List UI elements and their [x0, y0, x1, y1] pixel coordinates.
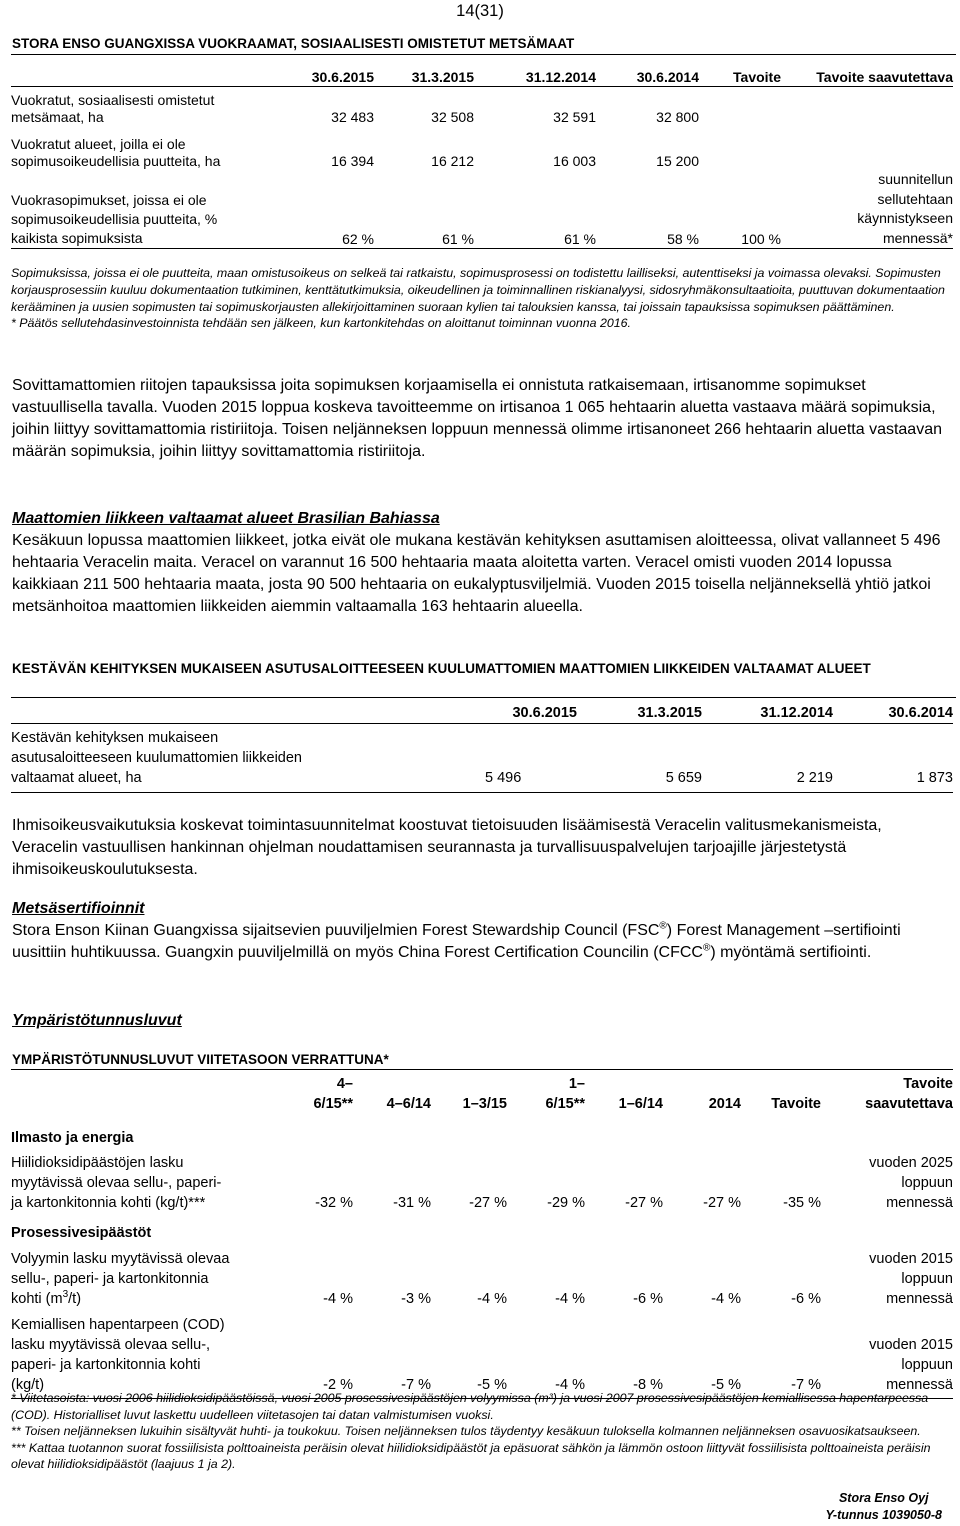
section-title: Ympäristötunnusluvut: [12, 1012, 182, 1029]
column-header: 31.3.2015: [411, 69, 474, 85]
column-header: 1–3/15: [462, 1096, 507, 1112]
paragraph: Kesäkuun lopussa maattomien liikkeet, jotka eivät ole mukana kestävän kehityksen asuttamisen aloitteessa, olivat vallanneet 5 496 hehtaaria Veracelin maita. Veracel on varannut 16 500 hehtaaria maata aloitetta varten. Veracel omisti vuoden 2014 lopussa kaikkiaan 211 500 hehtaaria maata, josta 90 500 hehtaaria on eukalyptusviljelmiä. Vuoden 2015 toisella neljänneksellä yhtiö jatkoi metsänhoitoa maattomien liikkeiden aiemmin valtaamalla 163 hehtaarin alueella.: [12, 532, 941, 615]
table-cell: 16 212: [431, 153, 474, 169]
target-cell: vuoden 2015 loppuun mennessä: [869, 1251, 953, 1307]
table-row: [11, 724, 953, 793]
business-id: Y-tunnus 1039050-8: [825, 1508, 942, 1522]
table-cell: -27 %: [703, 1195, 741, 1211]
group-row: [11, 1114, 953, 1148]
section-title: Maattomien liikkeen valtaamat alueet Brasilian Bahiassa: [12, 510, 440, 527]
header-rule: [11, 54, 956, 55]
occupied-land-table: [11, 703, 953, 793]
table-cell: -32 %: [315, 1195, 353, 1211]
row-label: Vuokrasopimukset, joissa ei ole sopimusoikeudellisia puutteita, % kaikista sopimuksista: [11, 192, 218, 246]
column-header: 31.12.2014: [525, 69, 596, 85]
table-row: [11, 126, 953, 170]
footnote: *** Kattaa tuotannon suorat fossiilisista polttoaineista peräisin olevat hiilidioksidipäästöt ja epäsuorat sähkön ja lämmön ostoon liittyvät fossiilisista polttoaineista peräisin olevat hiilidioksidipäästöt (laajuus 1 ja 2).: [11, 1440, 931, 1472]
table-caption: YMPÄRISTÖTUNNUSLUVUT VIITETASOON VERRATTUNA*: [12, 1052, 389, 1067]
paragraph: Sovittamattomien riitojen tapauksissa joita sopimuksen korjaamisella ei onnistuta ratkaisemaan, irtisanomme sopimukset vastuullisella tavalla. Vuoden 2015 loppua koskeva tavoitteemme on irtisanoa 1 065 hehtaarin aluetta vastaava määrä sopimuksia, joihin liittyy sovittamattomia ristiriitoja. Toisen neljänneksen loppuun mennessä olimme irtisanoneet 266 hehtaarin aluetta vastaavan määrän sopimuksia, joihin liittyy sovittamattomia ristiriitoja.: [12, 377, 942, 460]
table-cell: 16 394: [331, 153, 374, 169]
table-cell: -2 %: [323, 1377, 353, 1393]
table-cell: -27 %: [469, 1195, 507, 1211]
column-header: 2014: [708, 1096, 741, 1112]
table-cell: 32 508: [431, 109, 474, 125]
table-row: [11, 1309, 953, 1399]
column-header: 30.6.2014: [888, 705, 953, 721]
table-header-row: [11, 1070, 953, 1115]
table-row: [11, 170, 953, 249]
table-cell: 15 200: [656, 153, 699, 169]
section-header: STORA ENSO GUANGXISSA VUOKRAAMAT, SOSIAALISESTI OMISTETUT METSÄMAAT: [12, 36, 575, 51]
table-cell: -4 %: [555, 1377, 585, 1393]
registered-mark: ®: [659, 920, 667, 932]
paragraph: Stora Enson Kiinan Guangxissa sijaitsevien puuviljelmien Forest Stewardship Council (FSC®) Forest Management –sertifiointi uusittiin huhtikuussa. Guangxin puuviljelmillä on myös China Forest Certification Councilin (CFCC®) myöntämä sertifiointi.: [12, 920, 901, 961]
table-cell: -27 %: [625, 1195, 663, 1211]
target-cell: suunnitellun sellutehtaan käynnistykseen mennessä*: [857, 171, 953, 246]
paragraph: Ihmisoikeusvaikutuksia koskevat toimintasuunnitelmat koostuvat tietoisuuden lisäämisestä Veracelin valitusmekanismeista, Veracelin vastuullisen hankinnan ohjelman noudattamisen seurannasta ja turvallisuuspalvelujen tarjoajille järjestetystä ihmisoikeuskoulutuksesta.: [12, 817, 882, 878]
column-header: Tavoite: [771, 1096, 821, 1112]
column-header: Tavoite saavutettava: [816, 69, 953, 85]
table-header-row: [11, 63, 953, 87]
table-footnote: Sopimuksissa, joissa ei ole puutteita, maan omistusoikeus on selkeä tai ratkaistu, sopimusprosessi on todistettu lailliseksi, autenttiseksi ja voimassa olevaksi. Sopimusten korjausprosessiin kuuluu dokumentaation tutkiminen, kenttätutkimuksia, oikeudellinen ja toiminnallinen riskianalyysi, sidosryhmäkonsultaatioita, puuttuvan dokumentaation kerääminen ja uusien sopimusten tai sopimuskorjausten allekirjoittaminen suoraan kylien tai talouksien kanssa, tai joissain tapauksissa sopimuksen päättäminen. * Päätös sellutehdasinvestoinnista tehdään sen jälkeen, kun kartonkitehdas on aloittanut toiminnan vuonna 2016.: [11, 266, 945, 331]
table-row: [11, 87, 953, 127]
table-cell: -5 %: [711, 1377, 741, 1393]
table-cell: -4 %: [555, 1291, 585, 1307]
page-footer: [826, 1490, 942, 1524]
column-header: 30.6.2014: [636, 69, 699, 85]
footnote: ** Toisen neljänneksen lukuihin sisältyvät huhti- ja toukokuu. Toisen neljänneksen tulos täydentyy kesäkuun tuloksella kolmannen neljänneksen osavuosikatsaukseen.: [11, 1424, 921, 1439]
table-cell: -4 %: [323, 1291, 353, 1307]
column-header: 4–6/14: [386, 1096, 431, 1112]
table-cell: 62 %: [342, 231, 374, 247]
table-cell: 5 496: [485, 770, 522, 786]
column-header: 4– 6/15**: [313, 1076, 353, 1112]
target-cell: vuoden 2025 loppuun mennessä: [869, 1155, 953, 1211]
leased-land-table: [11, 63, 953, 249]
table-cell: 32 483: [331, 109, 374, 125]
group-label: Prosessivesipäästöt: [11, 1225, 152, 1241]
group-label: Ilmasto ja energia: [11, 1130, 134, 1146]
table-cell: -7 %: [401, 1377, 431, 1393]
row-label: Hiilidioksidipäästöjen lasku myytävissä olevaa sellu-, paperi- ja kartonkitonnia kohti (kg/t)***: [11, 1155, 222, 1211]
table-cell: 5 659: [665, 770, 702, 786]
column-header: 30.6.2015: [311, 69, 374, 85]
environment-table: [11, 1069, 953, 1399]
table-cell: 61 %: [442, 231, 474, 247]
table-cell: -5 %: [477, 1377, 507, 1393]
table-cell: 1 873: [916, 770, 953, 786]
column-header: 31.12.2014: [760, 705, 833, 721]
table-cell: -3 %: [401, 1291, 431, 1307]
table-cell: -4 %: [711, 1291, 741, 1307]
column-header: 1–6/14: [618, 1096, 663, 1112]
company-name: Stora Enso Oyj: [838, 1491, 929, 1505]
footnote: * Viitetasoista: vuosi 2006 hiilidioksidipäästöissä, vuosi 2005 prosessivesipäästöjen volyymissa (m³) ja vuosi 2007 prosessivesipäästöjen kemiallisessa hapentarpeessa (COD). Historialliset luvut laskettu uudelleen viitetasojen tai datan valmistumisen vuoksi.: [11, 1391, 929, 1422]
column-header: 31.3.2015: [637, 705, 702, 721]
table-cell: 100 %: [741, 231, 781, 247]
row-label: Kemiallisen hapentarpeen (COD) lasku myytävissä olevaa sellu-, paperi- ja kartonkitonnia kohti (kg/t): [11, 1317, 225, 1393]
row-label: Kestävän kehityksen mukaiseen asutusaloitteeseen kuulumattomien liikkeiden valtaamat alueet, ha: [11, 730, 302, 786]
section-brazil: [12, 508, 947, 618]
table-row: [11, 1148, 953, 1213]
table-footnotes: [11, 1390, 956, 1473]
table-row: [11, 1243, 953, 1309]
row-label: Vuokratut alueet, joilla ei ole sopimusoikeudellisia puutteita, ha: [11, 136, 221, 169]
column-header: 1– 6/15**: [545, 1076, 585, 1112]
table-caption: KESTÄVÄN KEHITYKSEN MUKAISEEN ASUTUSALOITTEESEEN KUULUMATTOMIEN MAATTOMIEN LIIKKEIDEN VALTAAMAT ALUEET: [12, 661, 871, 676]
table-header-row: [11, 703, 953, 724]
column-header: Tavoite: [733, 69, 781, 85]
table-cell: -31 %: [393, 1195, 431, 1211]
table-cell: 32 800: [656, 109, 699, 125]
table-cell: -6 %: [633, 1291, 663, 1307]
row-label: Volyymin lasku myytävissä olevaa sellu-, paperi- ja kartonkitonnia kohti $(m^3/t)$: [11, 1251, 230, 1307]
table-cell: 2 219: [796, 770, 833, 786]
table-cell: -6 %: [791, 1291, 821, 1307]
column-header: Tavoite saavutettava: [865, 1076, 953, 1112]
group-row: [11, 1213, 953, 1243]
table-cell: -29 %: [547, 1195, 585, 1211]
table-cell: -35 %: [783, 1195, 821, 1211]
table-rule: [11, 697, 956, 698]
table-cell: -7 %: [791, 1377, 821, 1393]
table-cell: 61 %: [564, 231, 596, 247]
registered-mark: ®: [702, 942, 711, 954]
table-cell: -4 %: [477, 1291, 507, 1307]
table-cell: -8 %: [633, 1377, 663, 1393]
section-environment: [12, 1010, 947, 1032]
section-title: Metsäsertifioinnit: [12, 900, 145, 917]
page-number: 14(31): [456, 2, 504, 20]
table-cell: 16 003: [553, 153, 596, 169]
table-cell: 32 591: [553, 109, 596, 125]
section-certification: [12, 898, 947, 964]
column-header: 30.6.2015: [512, 705, 577, 721]
table-cell: 58 %: [667, 231, 699, 247]
target-cell: vuoden 2015 loppuun mennessä: [869, 1337, 953, 1393]
row-label: Vuokratut, sosiaalisesti omistetut metsämaat, ha: [11, 92, 215, 125]
